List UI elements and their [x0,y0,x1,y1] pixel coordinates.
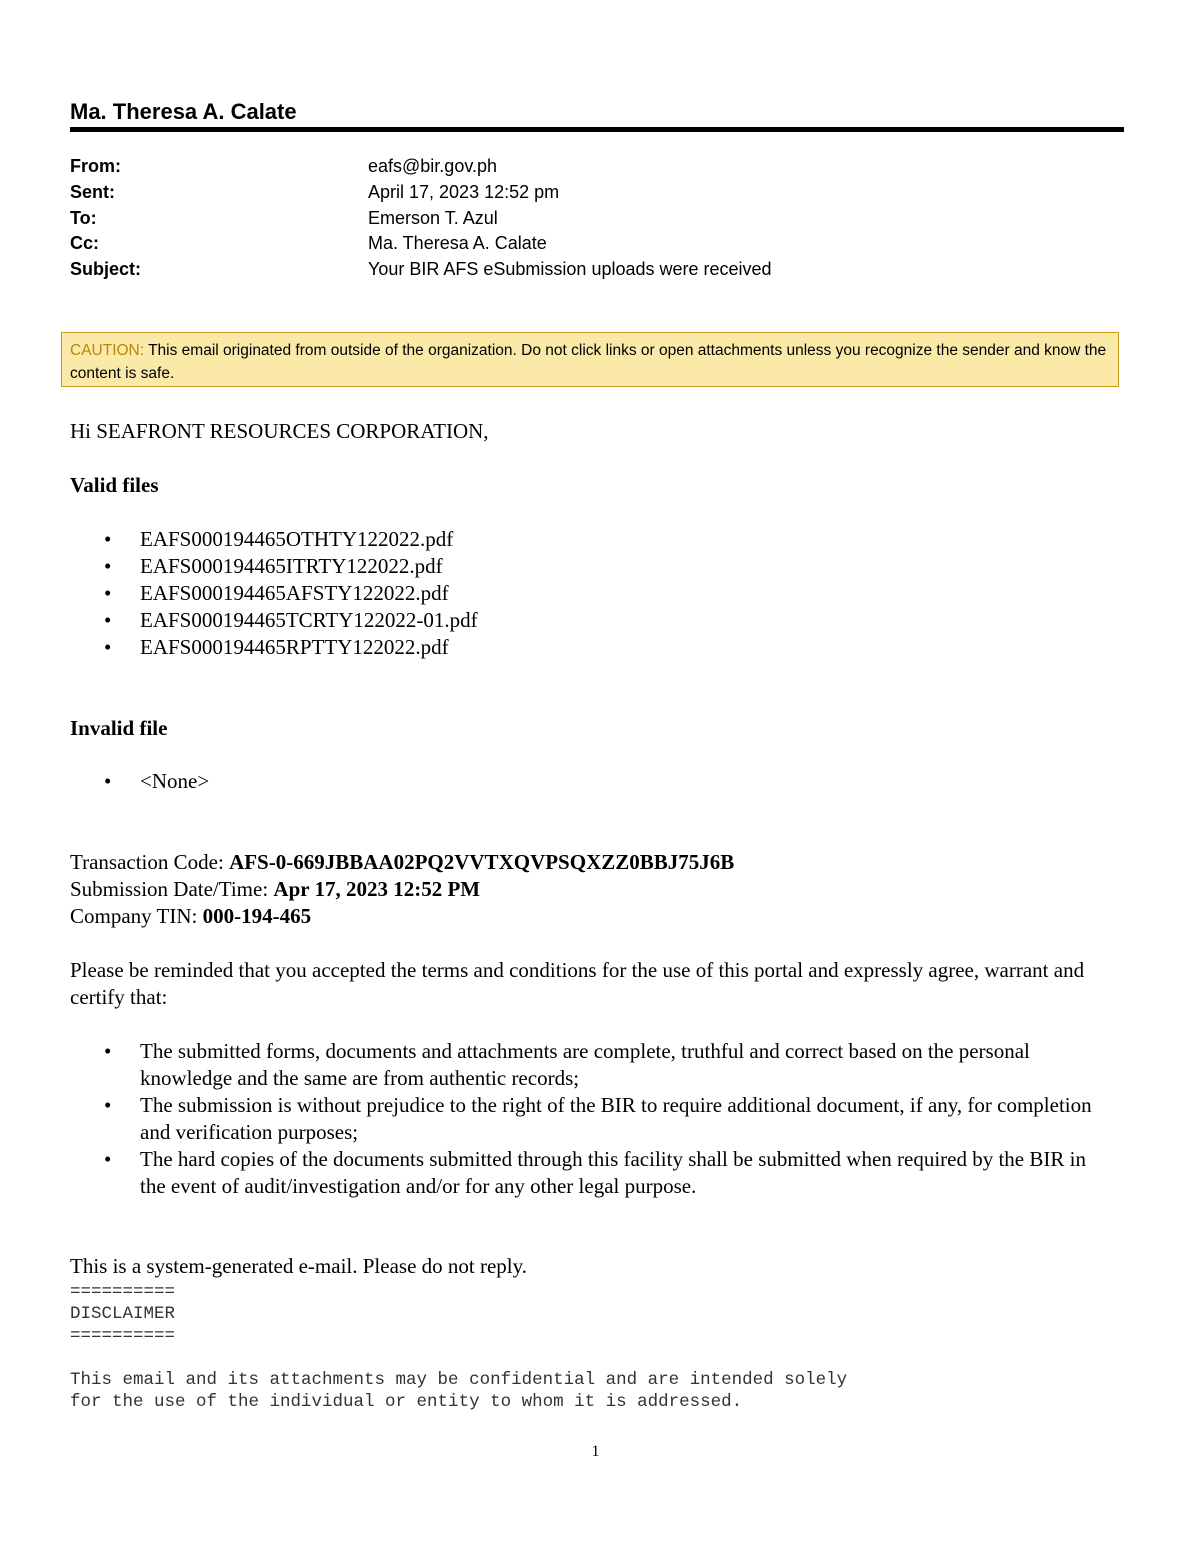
transaction-code-line [70,849,734,876]
sender-name: Ma. Theresa A. Calate [70,99,297,124]
subject-row [70,257,1070,283]
caution-banner [61,332,1119,387]
caution-label: CAUTION: [70,342,145,359]
sent-row [70,180,1070,206]
invalid-file-heading: Invalid file [70,716,168,740]
cc-row [70,231,1070,257]
to-value: Emerson T. Azul [368,207,498,228]
disclaimer-block [70,1281,847,1413]
greeting: Hi SEAFRONT RESOURCES CORPORATION, [70,419,489,443]
list-item: • EAFS000194465TCRTY122022-01.pdf [70,607,478,634]
submission-datetime-label: Submission Date/Time: [70,877,274,901]
subject-value: Your BIR AFS eSubmission uploads were received [368,259,772,280]
disclaimer-rule-bottom: ========== [70,1326,176,1346]
list-item: • EAFS000194465AFSTY122022.pdf [70,580,478,607]
from-value: eafs@bir.gov.ph [368,156,498,176]
system-note: This is a system-generated e-mail. Please do not reply. [70,1254,528,1278]
caution-text: This email originated from outside of the organization. Do not click links or open attachments unless you recognize the sender and know the content is safe. [70,342,1107,382]
header-divider [70,127,1124,132]
disclaimer-line-2: for the use of the individual or entity to whom it is addressed. [70,1392,743,1412]
disclaimer-heading: DISCLAIMER [70,1304,176,1324]
company-tin-label: Company TIN: [70,904,203,928]
email-header-fields [70,154,1070,283]
from-row [70,154,1070,180]
subject-label: Subject: [70,259,142,280]
transaction-code-label: Transaction Code: [70,850,230,874]
submission-datetime-line [70,876,480,903]
list-item: • EAFS000194465ITRTY122022.pdf [70,553,478,580]
transaction-code-value: AFS-0-669JBBAA02PQ2VVTXQVPSQXZZ0BBJ75J6B [229,850,735,874]
terms-list [70,1038,1100,1200]
company-tin-line [70,903,311,930]
sent-value: April 17, 2023 12:52 pm [368,181,560,202]
list-item: • The hard copies of the documents submitted through this facility shall be submitted when required by the BIR in the event of audit/investigation and/or for any other legal purpose. [70,1146,1100,1200]
cc-label: Cc: [70,233,100,254]
disclaimer-line-1: This email and its attachments may be confidential and are intended solely [70,1370,848,1390]
disclaimer-spacer [70,1347,847,1369]
cc-value: Ma. Theresa A. Calate [368,233,547,254]
list-item: • The submission is without prejudice to the right of the BIR to require additional document, if any, for completion and verification purposes; [70,1092,1100,1146]
list-item: • EAFS000194465RPTTY122022.pdf [70,634,478,661]
reminder-paragraph: Please be reminded that you accepted the terms and conditions for the use of this portal and expressly agree, warrant and certify that: [70,958,1085,1009]
from-label: From: [70,156,121,176]
list-item: • EAFS000194465OTHTY122022.pdf [70,526,478,553]
sent-label: Sent: [70,181,115,202]
disclaimer-rule-top: ========== [70,1282,176,1302]
submission-datetime-value: Apr 17, 2023 12:52 PM [273,877,481,901]
list-item: • The submitted forms, documents and attachments are complete, truthful and correct based on the personal knowledge and the same are from authentic records; [70,1038,1100,1092]
page-number: 1 [591,1443,600,1460]
to-row [70,206,1070,232]
list-item: • <None> [70,768,209,795]
valid-files-list [70,526,478,661]
to-label: To: [70,207,97,228]
valid-files-heading: Valid files [70,473,159,497]
company-tin-value: 000-194-465 [202,904,312,928]
invalid-files-list [70,768,209,795]
